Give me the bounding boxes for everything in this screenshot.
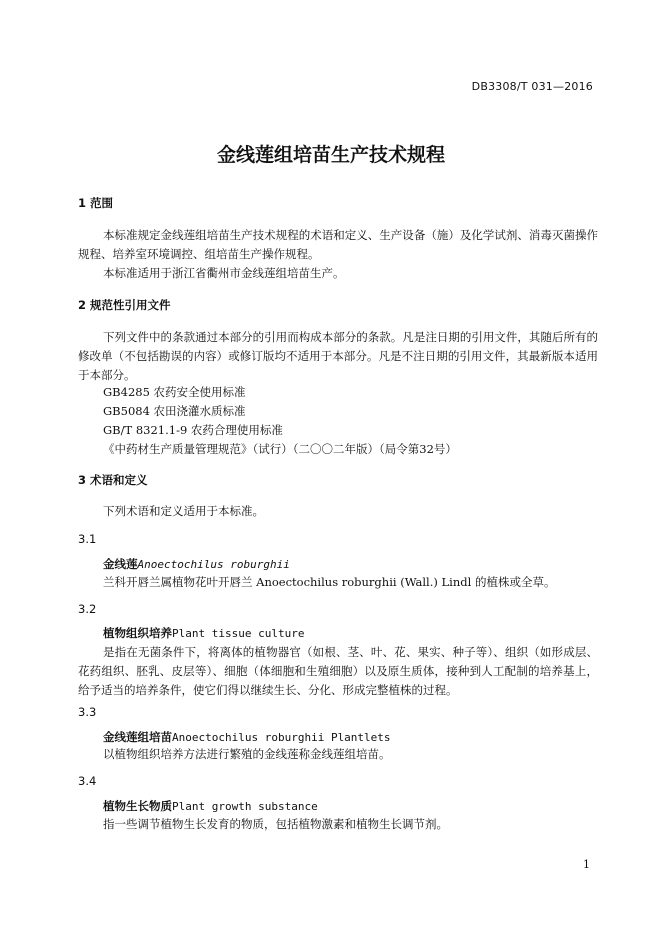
reference-item: GB4285 农药安全使用标准 xyxy=(103,385,246,399)
section-2-heading: 2 规范性引用文件 xyxy=(78,298,171,312)
document-title: 金线莲组培苗生产技术规程 xyxy=(216,144,445,166)
section-1-paragraph-2: 本标准适用于浙江省衢州市金线莲组培苗生产。 xyxy=(103,266,345,280)
standard-code: DB3308/T 031—2016 xyxy=(471,80,593,93)
clause-number: 3.2 xyxy=(78,602,97,616)
term-chinese-name: 植物组织培养 xyxy=(103,626,172,640)
clause-number: 3.1 xyxy=(78,532,97,546)
term-chinese-name: 植物生长物质 xyxy=(103,799,172,813)
term-english-name: Anoectochilus roburghii Plantlets xyxy=(172,731,391,744)
section-3-heading: 3 术语和定义 xyxy=(78,473,148,487)
section-1-heading: 1 范围 xyxy=(78,196,114,210)
section-3-intro: 下列术语和定义适用于本标准。 xyxy=(103,504,264,518)
reference-item: GB/T 8321.1-9 农药合理使用标准 xyxy=(103,423,283,437)
section-1-paragraph-1: 本标准规定金线莲组培苗生产技术规程的术语和定义、生产设备（施）及化学试剂、消毒灭菌操作规程、培养室环境调控、组培苗生产操作规程。 xyxy=(78,228,598,261)
term-title xyxy=(103,729,391,745)
term-definition: 指一些调节植物生长发育的物质，包括植物激素和植物生长调节剂。 xyxy=(103,817,448,831)
page-number: 1 xyxy=(583,858,590,871)
term-definition: 是指在无菌条件下，将离体的植物器官（如根、茎、叶、花、果实、种子等）、组织（如形成层、花药组织、胚乳、皮层等）、细胞（体细胞和生殖细胞）以及原生质体，接种到人工配制的培养基上，给予适当的培养条件，使它们得以继续生长、分化、形成完整植株的过程。 xyxy=(78,645,598,697)
term-english-name: Plant growth substance xyxy=(172,800,318,813)
term-definition: 兰科开唇兰属植物花叶开唇兰 Anoectochilus roburghii (Wall.) Lindl 的植株或全草。 xyxy=(103,575,556,589)
term-title xyxy=(103,556,290,572)
term-english-name: Plant tissue culture xyxy=(172,627,305,640)
term-title xyxy=(103,625,304,641)
term-chinese-name: 金线莲 xyxy=(103,557,138,571)
clause-number: 3.4 xyxy=(78,774,97,788)
term-title xyxy=(103,798,318,814)
reference-item: GB5084 农田浇灌水质标准 xyxy=(103,404,246,418)
term-definition: 以植物组织培养方法进行繁殖的金线莲称金线莲组培苗。 xyxy=(103,747,391,761)
term-english-name: Anoectochilus roburghii xyxy=(137,558,290,571)
section-2-paragraph-1: 下列文件中的条款通过本部分的引用而构成本部分的条款。凡是注日期的引用文件，其随后所有的修改单（不包括勘误的内容）或修订版均不适用于本部分。凡是不注日期的引用文件，其最新版本适用于本部分。 xyxy=(78,330,598,382)
term-chinese-name: 金线莲组培苗 xyxy=(103,730,172,744)
reference-item: 《中药材生产质量管理规范》（试行）（二〇〇二年版）（局令第32号） xyxy=(103,442,457,456)
clause-number: 3.3 xyxy=(78,705,97,719)
